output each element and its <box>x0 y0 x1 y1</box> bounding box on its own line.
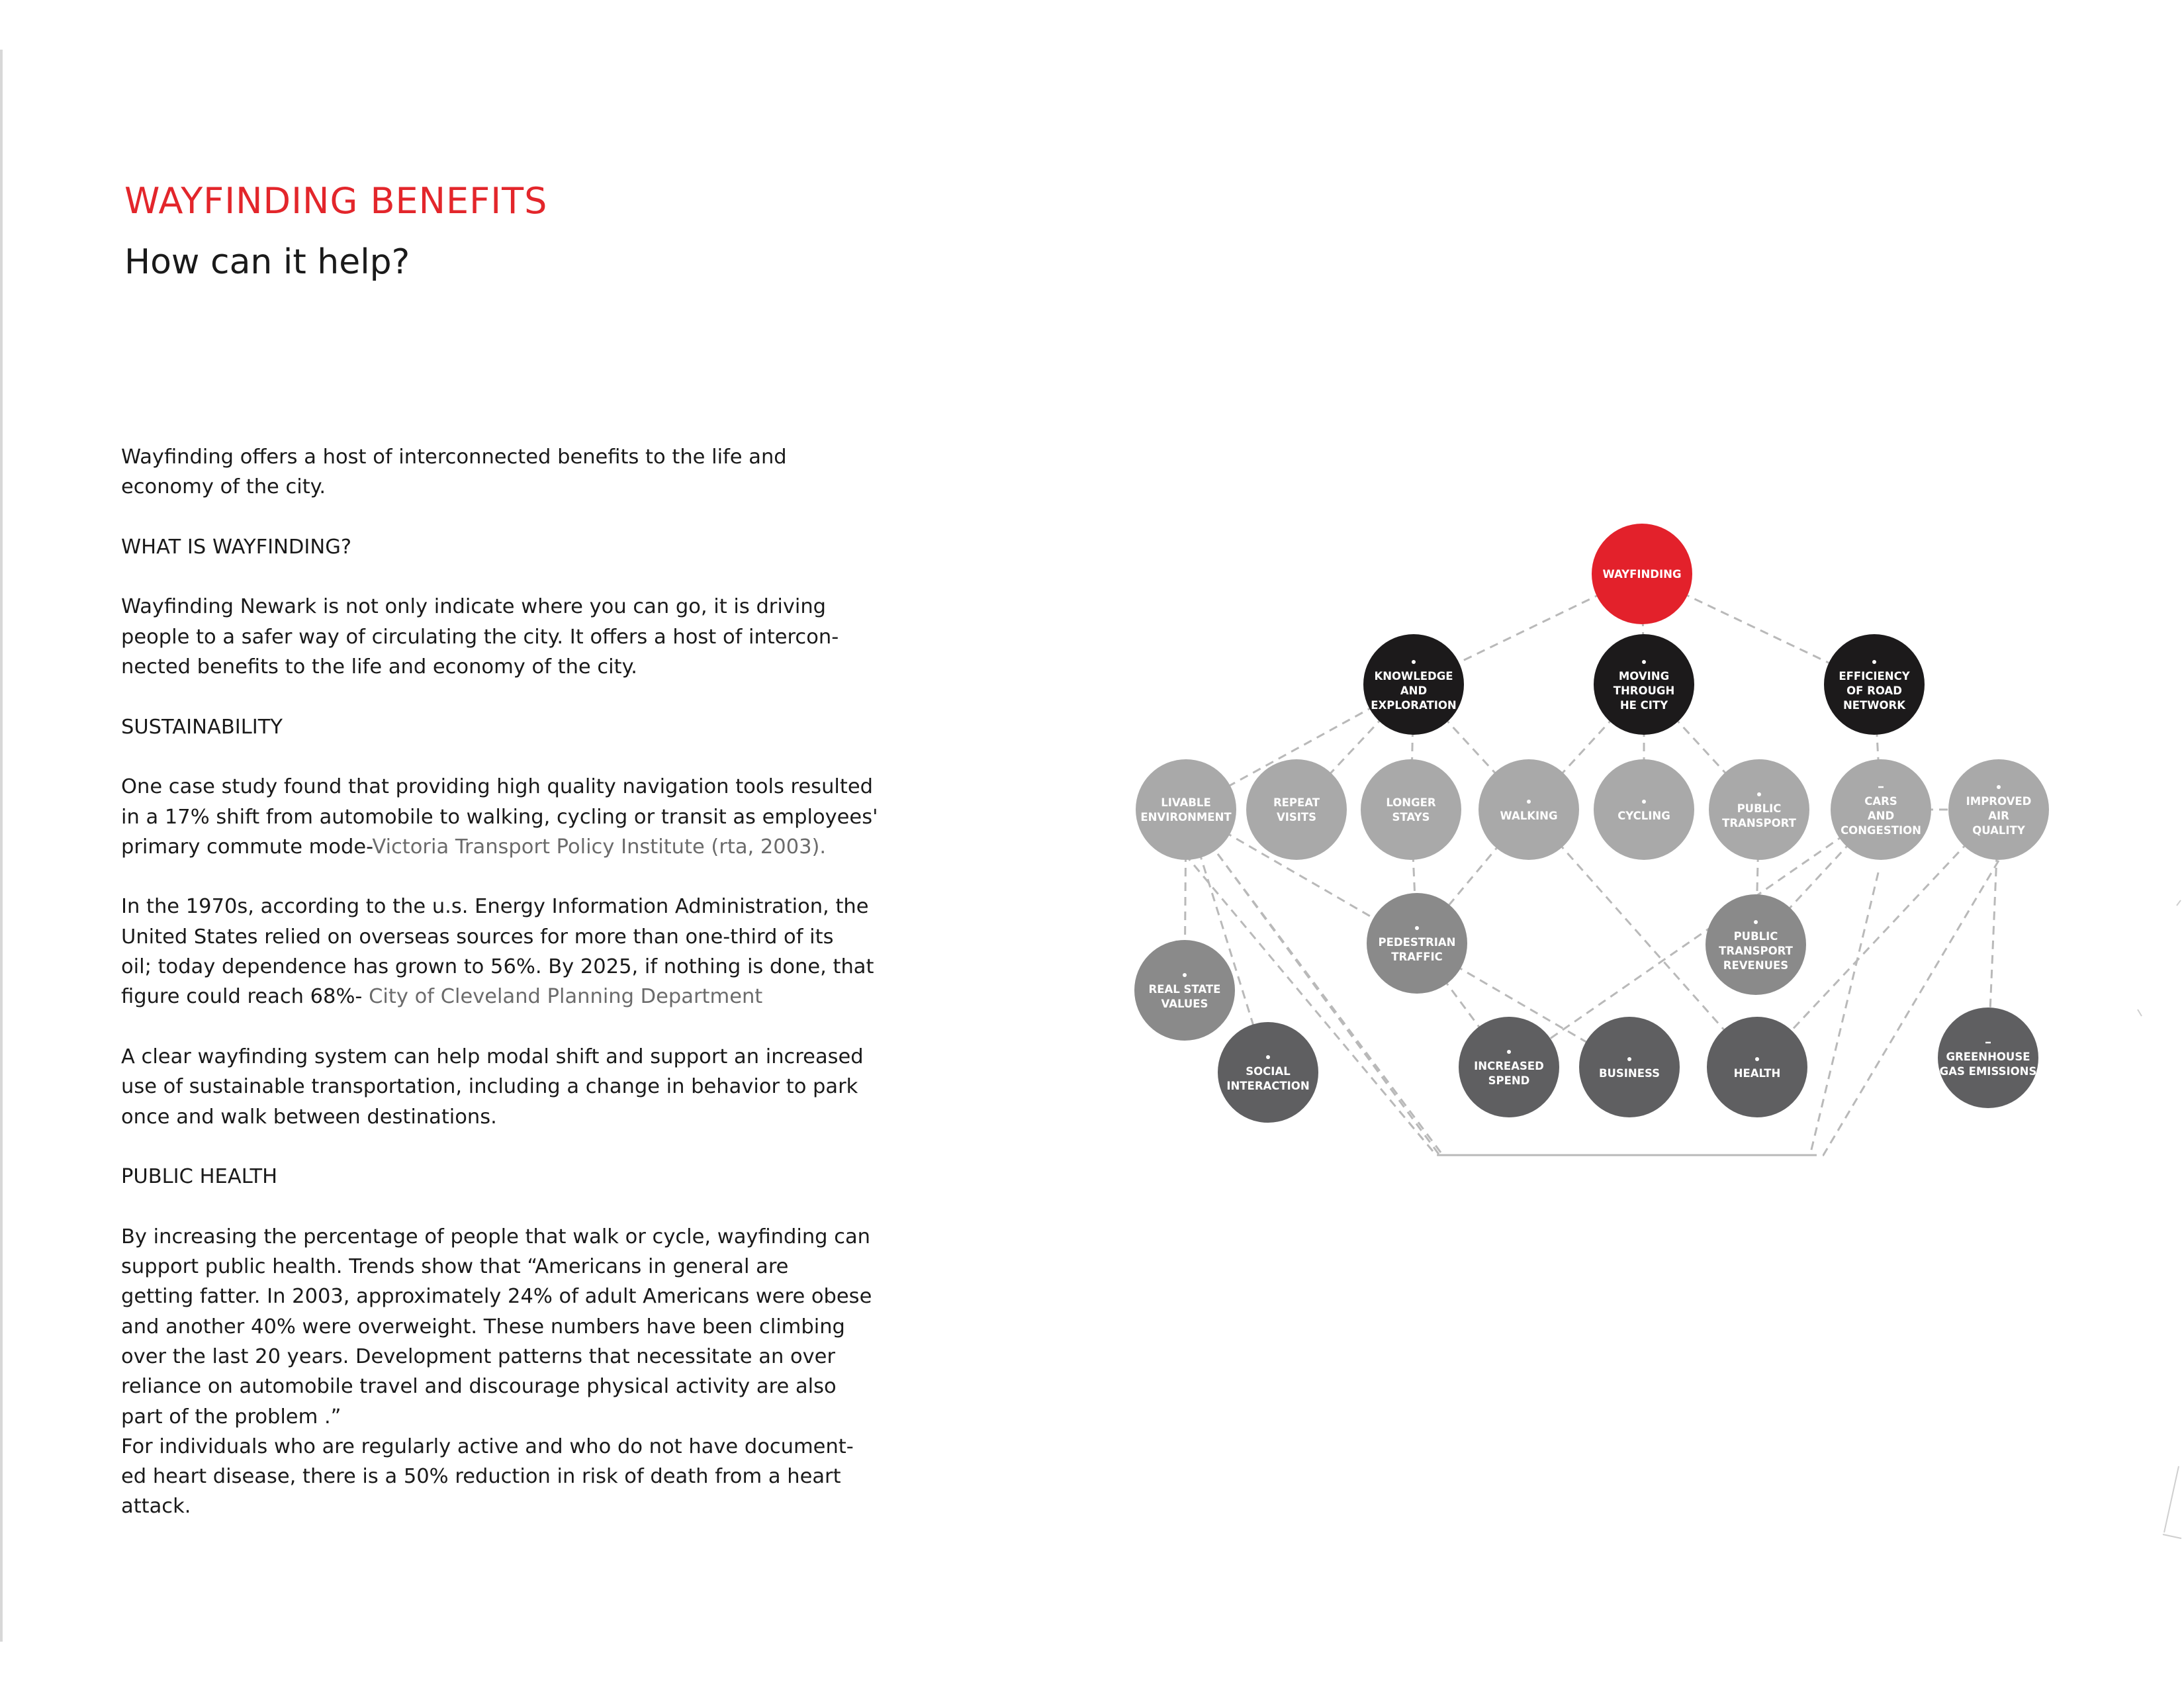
node-dot-mark <box>1507 1050 1511 1054</box>
node-label: MOVING <box>1618 670 1670 682</box>
section-heading-what-is-wayfinding: WHAT IS WAYFINDING? <box>121 535 352 559</box>
page-title: WAYFINDING BENEFITS <box>124 180 548 222</box>
node-label: WALKING <box>1500 810 1558 822</box>
node-label: TRAFFIC <box>1391 951 1443 963</box>
node-label: NETWORK <box>1843 699 1906 712</box>
node-circle <box>1246 759 1347 860</box>
node-label: EXPLORATION <box>1371 699 1457 712</box>
node-label: LONGER <box>1386 796 1436 809</box>
node-efficiency <box>1824 634 1925 735</box>
node-dot-mark <box>1642 800 1646 804</box>
node-label: VALUES <box>1161 998 1208 1010</box>
node-label: CYCLING <box>1617 810 1670 822</box>
node-spend <box>1459 1017 1559 1117</box>
node-wayfinding <box>1592 524 1692 624</box>
node-dot-mark <box>1415 926 1419 930</box>
node-dot-mark <box>1183 973 1187 977</box>
intro-paragraph: Wayfinding offers a host of interconnected benefits to the life and economy of the city. <box>121 445 787 499</box>
node-label: LIVABLE <box>1161 796 1211 809</box>
node-label: AND <box>1867 810 1895 822</box>
node-label: INCREASED <box>1474 1060 1544 1072</box>
node-label: GREENHOUSE <box>1946 1051 2030 1063</box>
node-label: TRANSPORT <box>1719 945 1793 957</box>
node-label: REPEAT <box>1273 796 1320 809</box>
connector-cars-spend <box>1509 810 1881 1067</box>
sustainability-paragraph-3: A clear wayfinding system can help modal shift and support an increased use of sustainable transportation, including a change in behavior to park once and walk between destinations. <box>121 1045 864 1129</box>
node-livable <box>1136 759 1236 860</box>
node-dot-mark <box>1527 800 1531 804</box>
node-label: VISITS <box>1276 811 1317 823</box>
node-label: SPEND <box>1488 1074 1530 1087</box>
node-label: GAS EMISSIONS <box>1939 1065 2037 1078</box>
node-label: HE CITY <box>1619 699 1668 712</box>
node-revenues <box>1706 894 1806 995</box>
node-dot-mark <box>1642 660 1646 664</box>
what-is-wayfinding-paragraph: Wayfinding Newark is not only indicate where you can go, it is driving people to a safer way of circulating the city. It offers a host of intercon- nected benefits to the life and economy of the city. <box>121 595 839 679</box>
node-repeat <box>1246 759 1347 860</box>
node-greenhouse <box>1938 1008 2038 1108</box>
page-subtitle: How can it help? <box>124 242 410 282</box>
node-label: HEALTH <box>1733 1067 1781 1080</box>
node-label: THROUGH <box>1613 684 1675 697</box>
node-label: QUALITY <box>1972 824 2025 837</box>
node-dot-mark <box>1872 660 1876 664</box>
node-label: INTERACTION <box>1226 1080 1310 1092</box>
node-realstate <box>1134 940 1235 1041</box>
citation-cleveland: City of Cleveland Planning Department <box>369 985 763 1009</box>
section-heading-public-health: PUBLIC HEALTH <box>121 1165 278 1189</box>
node-knowledge <box>1363 634 1464 735</box>
node-label: AIR <box>1988 810 2009 822</box>
node-label: REAL STATE <box>1148 983 1221 996</box>
node-dot-mark <box>1266 1055 1270 1059</box>
public-health-paragraph: By increasing the percentage of people that walk or cycle, wayfinding can support public health. Trends show that “Americans in general are getting fatter. In 2003, approximately 24% of adult Americans were obese and another 40% were overweight. These numbers have been climbing over the last 20 years. Development patterns that necessitate an over reliance on automobile travel and discourage physical activity are also part of the problem .” For individuals who are regularly active and who do not have document- ed heart disease, there is a 50% reduction in risk of death from a heart attack. <box>121 1225 872 1519</box>
node-label: CARS <box>1864 795 1897 808</box>
citation-victoria: Victoria Transport Policy Institute (rta, 2003). <box>372 835 827 859</box>
node-label: CONGESTION <box>1841 824 1921 837</box>
node-label: REVENUES <box>1723 959 1789 972</box>
node-dot-mark <box>1755 1057 1759 1061</box>
node-label: STAYS <box>1392 811 1430 823</box>
node-circle <box>1361 759 1461 860</box>
sustainability-text-1: One case study found that providing high quality navigation tools resulted in a 17% shift from automobile to walking, cycling or transit as employees' primary commute mode- <box>121 775 878 859</box>
sustainability-text-2: In the 1970s, according to the u.s. Energy Information Administration, the United States relied on overseas sources for more than one-third of its oil; today dependence has grown to 56%. By 2025, if nothing is done, that figure could reach 68%- <box>121 895 874 1009</box>
node-cars <box>1831 759 1931 860</box>
node-label: PUBLIC <box>1733 930 1778 943</box>
node-label: IMPROVED <box>1966 795 2032 808</box>
node-air <box>1948 759 2049 860</box>
node-label: TRANSPORT <box>1722 817 1796 829</box>
node-dot-mark <box>1757 792 1761 796</box>
node-circle <box>1136 759 1236 860</box>
node-cycling <box>1594 759 1694 860</box>
node-label: PUBLIC <box>1737 802 1782 815</box>
node-label: EFFICIENCY <box>1839 670 1910 682</box>
node-dot-mark <box>1754 920 1758 924</box>
node-dot-mark <box>1627 1057 1631 1061</box>
node-label: WAYFINDING <box>1602 568 1682 581</box>
node-business <box>1579 1017 1680 1117</box>
edge-mark <box>2138 900 2181 1538</box>
node-public-transport <box>1709 759 1809 860</box>
node-social <box>1218 1022 1318 1123</box>
page-edge-marks <box>2138 900 2181 1538</box>
node-dot-mark <box>1997 785 2001 789</box>
node-moving <box>1594 634 1694 735</box>
node-pedestrian <box>1367 893 1467 994</box>
node-longer <box>1361 759 1461 860</box>
node-health <box>1707 1017 1807 1117</box>
node-label: BUSINESS <box>1598 1067 1661 1080</box>
connector-lines <box>1185 854 1999 1155</box>
node-label: ENVIRONMENT <box>1140 811 1232 823</box>
node-label: SOCIAL <box>1246 1065 1291 1078</box>
node-label: AND <box>1400 684 1428 697</box>
node-label: PEDESTRIAN <box>1378 936 1456 949</box>
node-dot-mark <box>1412 660 1416 664</box>
node-walking <box>1479 759 1579 860</box>
node-label: KNOWLEDGE <box>1374 670 1453 682</box>
node-label: OF ROAD <box>1846 684 1902 697</box>
section-heading-sustainability: SUSTAINABILITY <box>121 715 283 739</box>
